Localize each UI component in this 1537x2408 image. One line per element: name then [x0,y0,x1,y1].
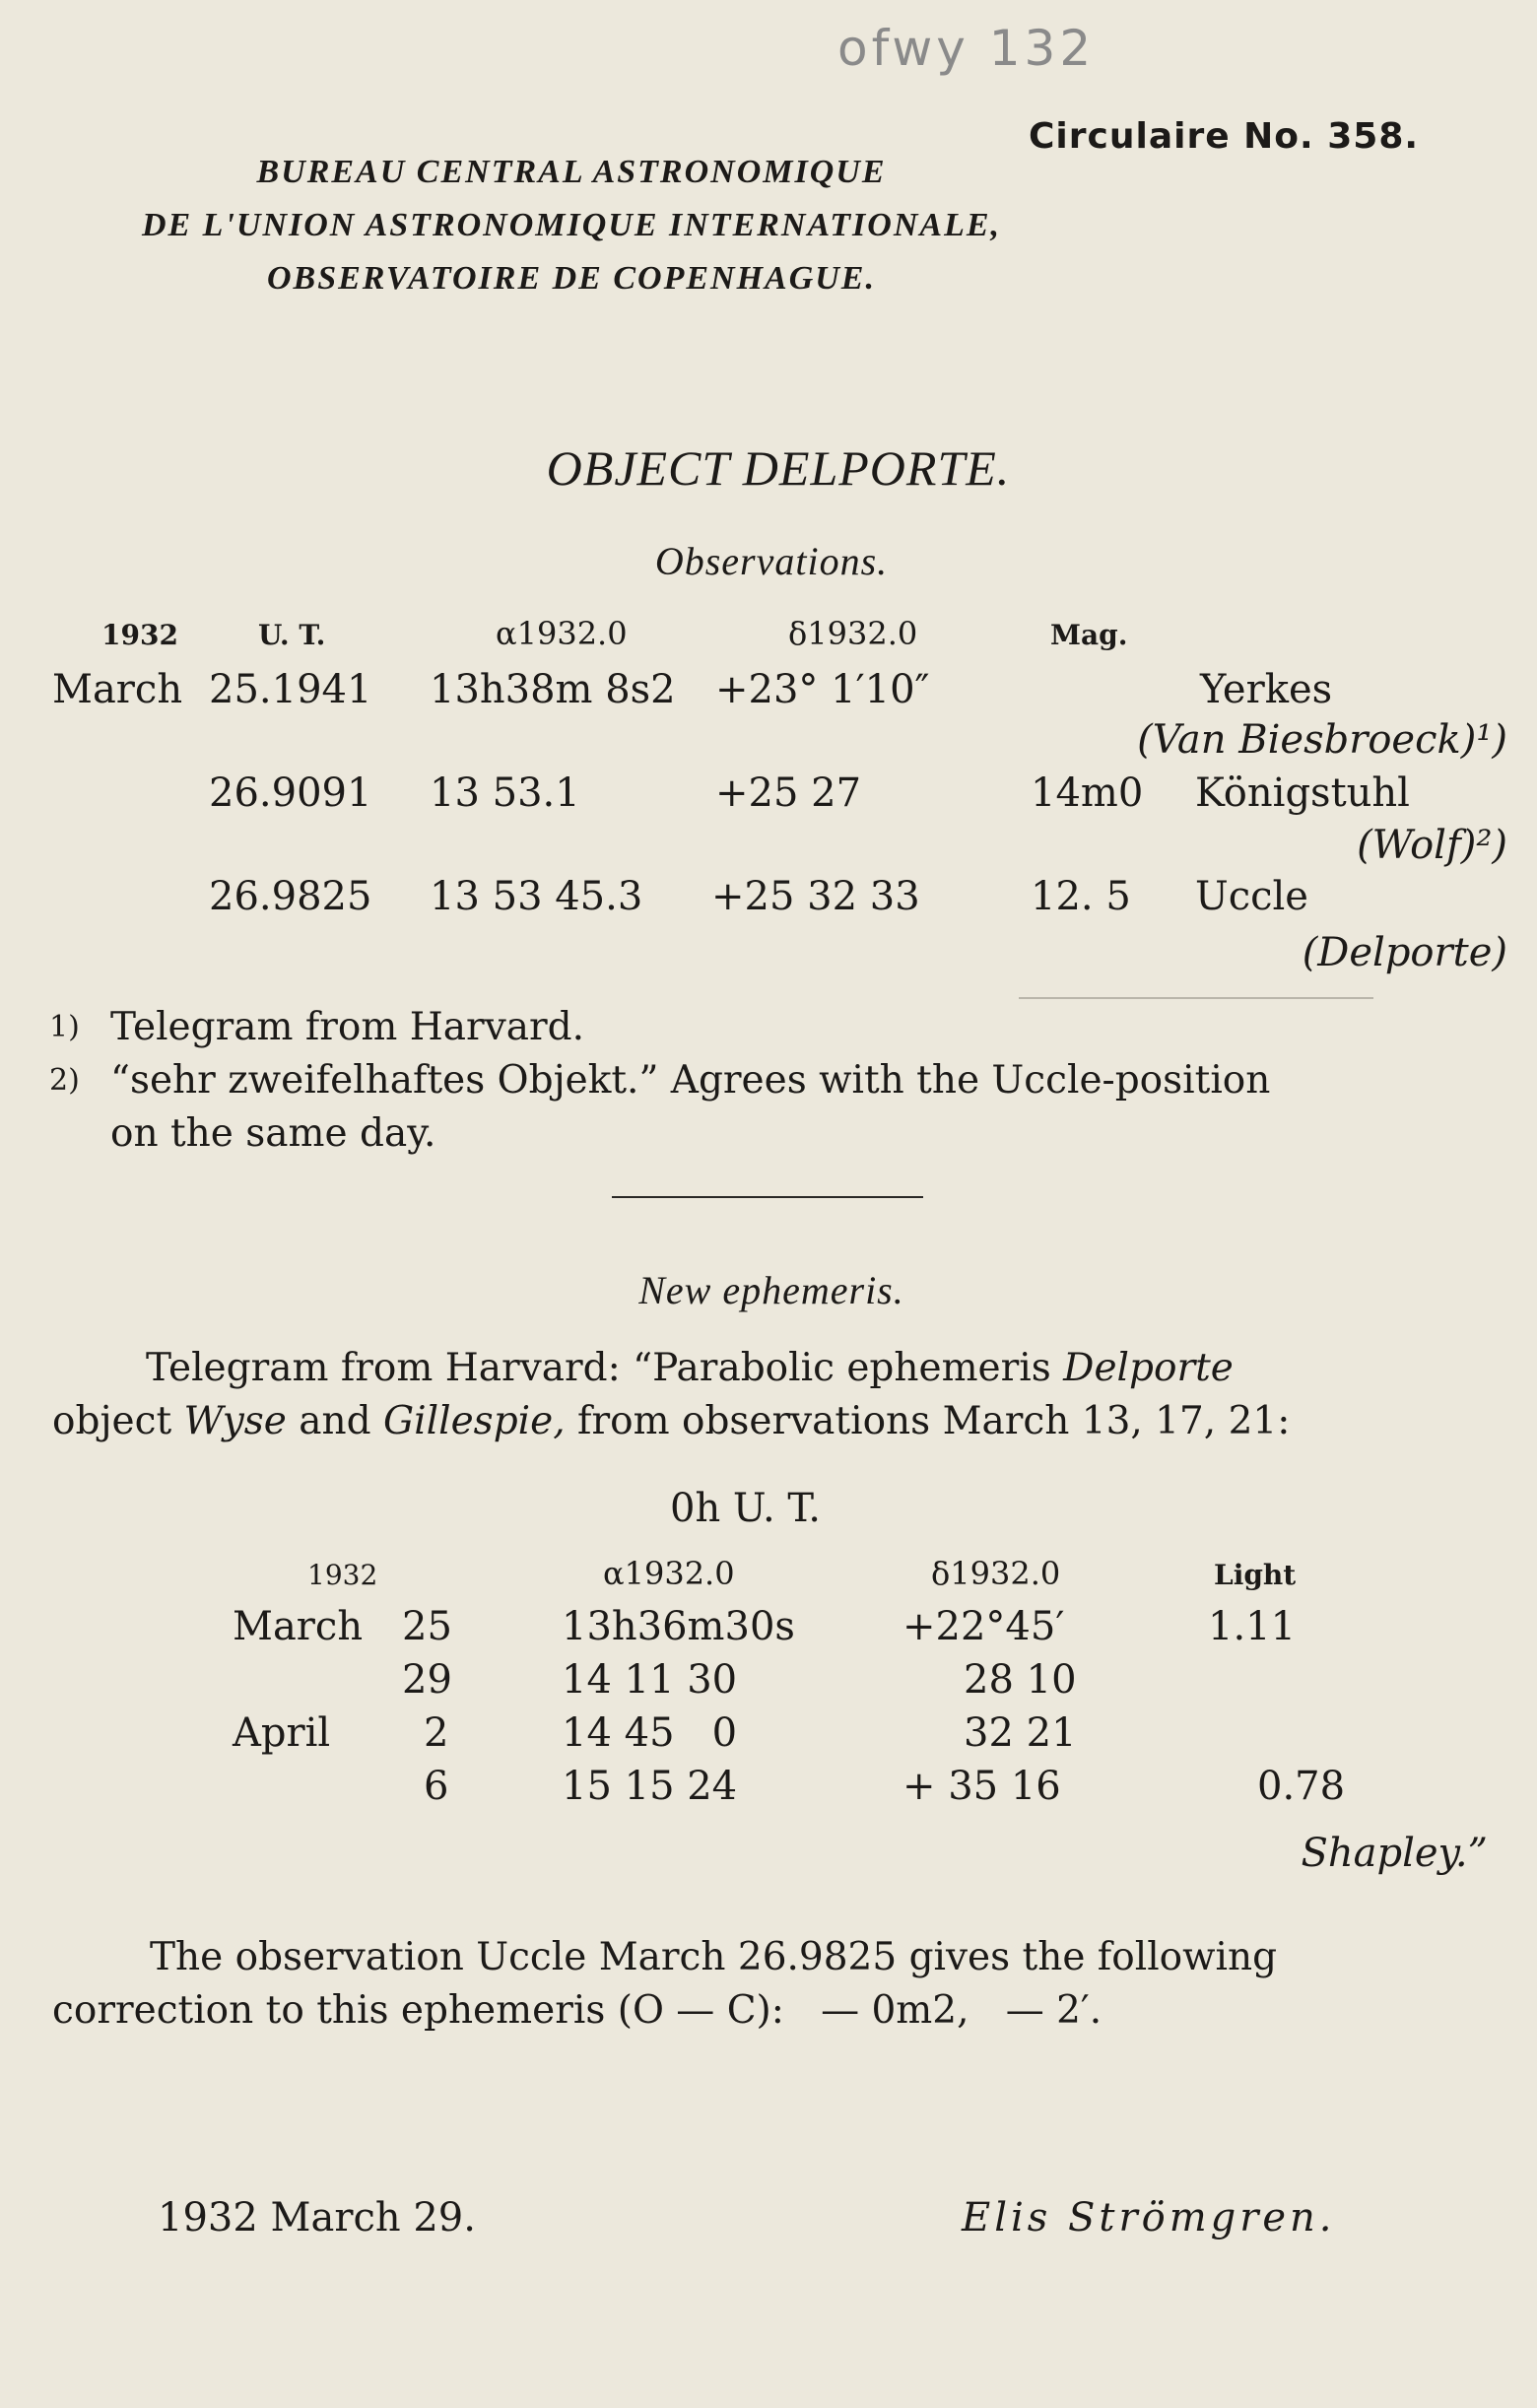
obs-col-ra: α1932.0 [496,615,628,652]
ephemeris-intro-line-1: Telegram from Harvard: “Parabolic ephemeris Delporte [146,1346,1234,1390]
obs-mag: 12. 5 [1031,874,1131,919]
eph-day: 29 [402,1657,452,1703]
obs-ra: 13 53 45.3 [430,874,643,919]
obs-col-mag: Mag. [1050,619,1128,651]
footnote-1: Telegram from Harvard. [110,1005,584,1049]
eph-dec: 32 21 [964,1710,1077,1756]
eph-dec: + 35 16 [902,1764,1061,1809]
eph-col-dec: δ1932.0 [931,1555,1061,1592]
obs-ut: 26.9825 [209,874,372,919]
correction-line-2: correction to this ephemeris (O — C): — 0m2, — 2′. [52,1988,1103,2033]
obs-ut: 26.9091 [209,770,372,816]
ephemeris-intro-line-2: object Wyse and Gillespie, from observations March 13, 17, 21: [52,1399,1291,1443]
eph-day: 25 [402,1604,452,1649]
page-title: OBJECT DELPORTE. [546,440,1011,496]
obs-observer: (Wolf)²) [1357,823,1507,868]
handwritten-annotation: ofwy 132 [837,20,1096,77]
obs-dec: +25 32 33 [711,874,920,919]
faint-mark [1019,997,1373,999]
eph-ra: 13h36m30s [562,1604,795,1649]
obs-observer: (Van Biesbroeck)¹) [1137,717,1507,763]
ephemeris-heading: New ephemeris. [638,1268,904,1312]
circular-number: Circulaire No. 358. [1029,116,1420,157]
eph-day: 6 [424,1764,449,1809]
eph-month: March [233,1604,364,1649]
obs-station: Uccle [1195,874,1308,919]
ephemeris-time-label: 0h U. T. [670,1486,821,1531]
header-line-2: DE L'UNION ASTRONOMIQUE INTERNATIONALE, [141,207,1002,243]
obs-col-dec: δ1932.0 [788,615,918,652]
eph-light: 1.11 [1208,1604,1297,1649]
obs-ra: 13h38m 8s2 [430,667,676,712]
eph-dec: 28 10 [964,1657,1077,1703]
obs-col-year: 1932 [101,619,178,651]
obs-dec: +23° 1′10″ [715,667,930,712]
footnote-1-mark: 1) [49,1010,80,1044]
eph-col-year: 1932 [307,1559,378,1591]
header-line-3: OBSERVATOIRE DE COPENHAGUE. [266,260,876,297]
obs-ra: 13 53.1 [430,770,580,816]
obs-station: Königstuhl [1195,770,1410,816]
obs-ut: 25.1941 [209,667,372,712]
footer-date: 1932 March 29. [158,2195,476,2241]
eph-ra: 15 15 24 [562,1764,738,1809]
obs-dec: +25 27 [715,770,862,816]
obs-mag: 14m0 [1031,770,1144,816]
eph-ra: 14 45 0 [562,1710,738,1756]
ephemeris-signature: Shapley.” [1301,1831,1488,1876]
eph-light: 0.78 [1257,1764,1346,1809]
header-line-1: BUREAU CENTRAL ASTRONOMIQUE [256,154,887,190]
correction-line-1: The observation Uccle March 26.9825 gives the following [150,1935,1278,1979]
footnote-2-line-1: “sehr zweifelhaftes Objekt.” Agrees with the Uccle-position [110,1058,1271,1103]
eph-month: April [233,1710,331,1756]
eph-dec: +22°45′ [902,1604,1065,1649]
obs-month: March [52,667,183,712]
eph-col-ra: α1932.0 [603,1555,735,1592]
section-divider [612,1196,923,1198]
footnote-2-line-2: on the same day. [110,1111,436,1156]
eph-day: 2 [424,1710,449,1756]
obs-station: Yerkes [1200,667,1333,712]
observations-heading: Observations. [654,539,889,583]
eph-col-light: Light [1214,1559,1297,1591]
obs-observer: (Delporte) [1302,930,1507,975]
footer-signatory: Elis Strömgren. [962,2195,1336,2241]
obs-col-ut: U. T. [258,619,326,651]
footnote-2-mark: 2) [49,1063,80,1098]
eph-ra: 14 11 30 [562,1657,738,1703]
